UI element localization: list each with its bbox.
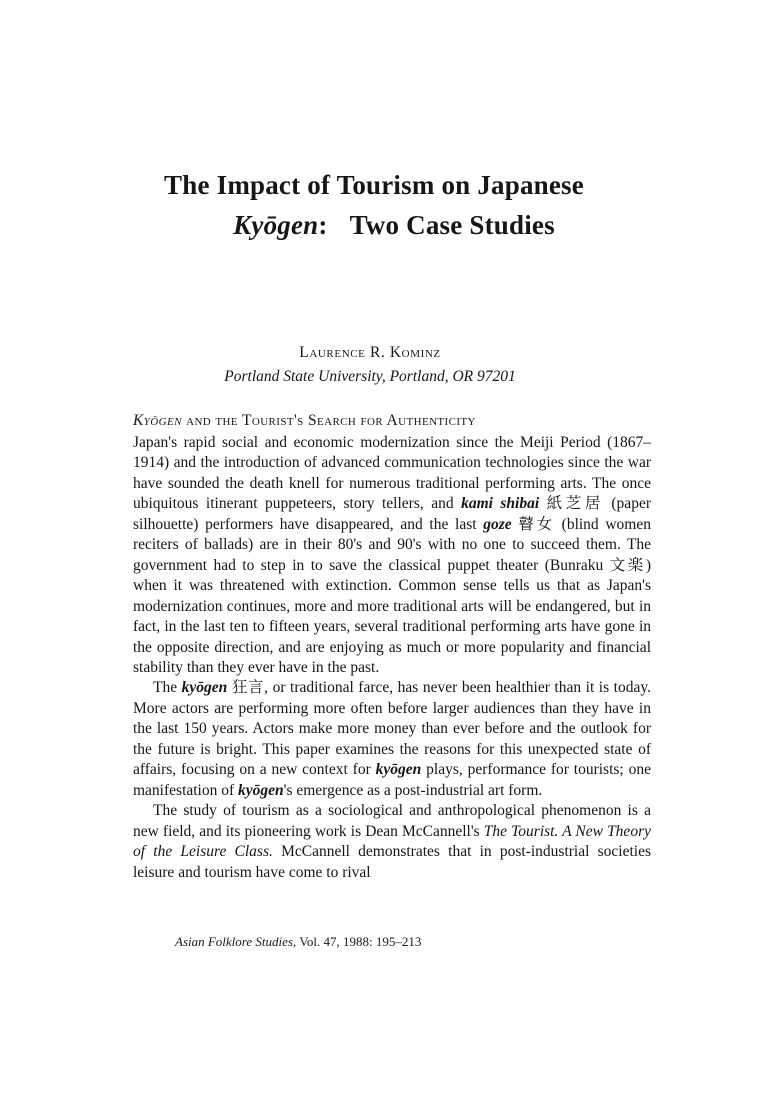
paragraph-2 [133,678,651,801]
paragraph-2-text-d: 's emergence as a post-industrial art form. [283,781,543,799]
title-kyogen: Kyōgen [233,210,319,240]
paragraph-1-text-b: 紙芝居 (paper silhouette) performers have disappeared, and the last [133,495,651,533]
journal-name: Asian Folklore Studies [175,934,293,949]
section-heading-rest: and the Tourist's Search for Authenticity [186,412,476,429]
journal-citation [175,934,421,950]
term-goze: goze [483,515,512,533]
author-affiliation: Portland State University, Portland, OR 97201 [224,368,516,385]
paragraph-2-text-c: plays, performance for tourists; one manifestation of [133,761,651,799]
paragraph-1 [133,433,651,678]
book-title: The Tourist. A New Theory of the Leisure Class. [133,822,651,861]
term-kyogen: kyōgen [181,679,228,697]
paragraph-3-text-b: McCannell demonstrates that in post-industrial societies leisure and tourism have come to rival [133,843,651,881]
paragraph-2-text-a: The [153,679,182,697]
title-line-1: The Impact of Tourism on Japanese [164,170,584,200]
journal-volume: , Vol. 47, 1988: 195–213 [292,934,422,949]
title-subtitle: Two Case Studies [349,210,555,240]
paragraph-1-text-c: 瞽女 (blind women reciters of ballads) are in their 80's and 90's with no one to succeed them. The government had to step in to save the classical puppet theater (Bunraku 文楽) when it was threatened with extinction. Common sense tells us that as Japan's modernization continues, more and more traditional arts will be endangered, but in fact, in the last ten to fifteen years, several traditional performing arts have gone in the opposite direction, and are enjoying as much or more popularity and financial stability than they ever have in the past. [133,515,651,676]
paragraph-3-text-a: The study of tourism as a sociological and anthropological phenomenon is a new field, and its pioneering work is Dean McCannell's [133,802,651,840]
term-kyogen: kyōgen [375,761,422,779]
author-name: Laurence R. Kominz [299,344,441,361]
section-heading [133,412,476,430]
term-kyogen: kyōgen [238,781,284,799]
title-colon: : [318,210,328,240]
paragraph-3 [133,801,651,883]
term-kami-shibai: kami shibai [461,495,540,513]
section-heading-kyogen: Kyōgen [133,412,182,429]
body-text [133,433,651,883]
title-line-2 [20,210,768,241]
paragraph-1-text-a: Japan's rapid social and economic modernization since the Meiji Period (1867–1914) and the introduction of advanced communication technologies since the war have sounded the death knell for numerous traditional performing arts. The once ubiquitous itinerant puppeteers, story tellers, and [133,434,651,513]
paragraph-2-text-b: 狂言, or traditional farce, has never been healthier than it is today. More actors are performing more often before larger audiences than they have in the last 150 years. Actors make more money than ever before and the outlook for the future is bright. This paper examines the reasons for this unexpected state of affairs, focusing on a new context for [133,679,651,779]
